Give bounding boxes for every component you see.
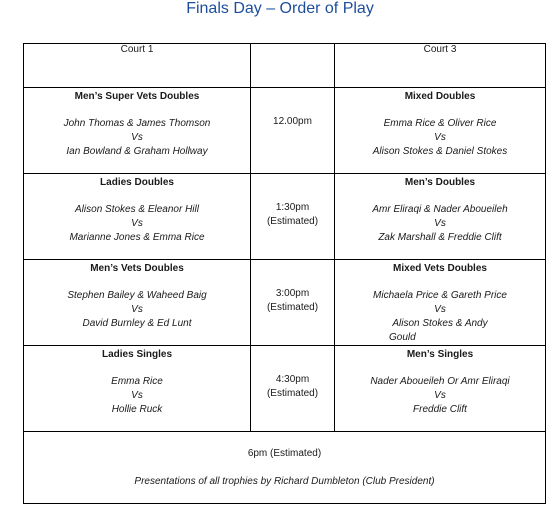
players xyxy=(24,117,250,159)
event-title: Ladies Singles xyxy=(101,349,173,360)
time-value: 3:00pm xyxy=(275,288,310,299)
time-note: (Estimated) xyxy=(266,302,319,313)
court3-match xyxy=(335,88,546,174)
event-title: Mixed Doubles xyxy=(404,91,476,102)
team1: Michaela Price & Gareth Price xyxy=(373,290,507,301)
event-title: Men’s Vets Doubles xyxy=(90,263,184,274)
match-row xyxy=(24,88,546,174)
match-row xyxy=(24,346,546,432)
team2: David Burnley & Ed Lunt xyxy=(82,318,192,329)
team1: Emma Rice xyxy=(111,376,163,387)
court3-match xyxy=(335,260,546,346)
players xyxy=(24,375,250,417)
court3-header: Court 3 xyxy=(335,44,546,88)
event-title: Men’s Super Vets Doubles xyxy=(74,91,200,102)
presentation-time: 6pm (Estimated) xyxy=(247,448,322,459)
versus: Vs xyxy=(131,218,143,229)
time-cell xyxy=(251,174,335,260)
time-note: (Estimated) xyxy=(266,388,319,399)
page-title: Finals Day – Order of Play xyxy=(186,0,374,17)
players xyxy=(335,289,545,345)
event-title: Men’s Singles xyxy=(406,349,474,360)
players xyxy=(24,203,250,245)
team1: Nader Aboueileh Or Amr Eliraqi xyxy=(370,376,510,387)
team1: Stephen Bailey & Waheed Baig xyxy=(67,290,207,301)
team1: Alison Stokes & Eleanor Hill xyxy=(75,204,199,215)
presentation-note: Presentations of all trophies by Richard Dumbleton (Club President) xyxy=(134,476,435,487)
versus: Vs xyxy=(434,132,446,143)
time-header xyxy=(251,44,335,88)
versus: Vs xyxy=(434,390,446,401)
time-cell xyxy=(251,346,335,432)
order-of-play-table xyxy=(23,43,546,504)
court3-match xyxy=(335,346,546,432)
versus: Vs xyxy=(434,218,446,229)
team2: Ian Bowland & Graham Hollway xyxy=(66,146,208,157)
players xyxy=(24,289,250,331)
presentation-cell xyxy=(24,432,546,504)
players xyxy=(335,117,545,159)
team2: Freddie Clift xyxy=(413,404,467,415)
players xyxy=(335,203,545,245)
team1: John Thomas & James Thomson xyxy=(63,118,211,129)
time-value: 1:30pm xyxy=(275,202,310,213)
team2: Alison Stokes & Andy xyxy=(392,318,488,329)
court1-match xyxy=(24,88,251,174)
court1-header: Court 1 xyxy=(24,44,251,88)
event-title: Mixed Vets Doubles xyxy=(393,263,487,274)
team1: Amr Eliraqi & Nader Aboueileh xyxy=(372,204,508,215)
players xyxy=(335,375,545,417)
team2: Hollie Ruck xyxy=(111,404,163,415)
versus: Vs xyxy=(434,304,446,315)
court1-match xyxy=(24,346,251,432)
event-title: Men’s Doubles xyxy=(404,177,476,188)
time-cell xyxy=(251,88,335,174)
court3-match xyxy=(335,174,546,260)
time-value: 4:30pm xyxy=(275,374,310,385)
time-cell xyxy=(251,260,335,346)
court1-match xyxy=(24,174,251,260)
versus: Vs xyxy=(131,132,143,143)
event-title: Ladies Doubles xyxy=(100,177,174,188)
match-row xyxy=(24,174,546,260)
header-row xyxy=(24,44,546,88)
team2: Marianne Jones & Emma Rice xyxy=(69,232,205,243)
time-note: (Estimated) xyxy=(266,216,319,227)
court1-match xyxy=(24,260,251,346)
team1: Emma Rice & Oliver Rice xyxy=(383,118,497,129)
versus: Vs xyxy=(131,390,143,401)
team2-continued: Gould xyxy=(389,332,416,343)
match-row xyxy=(24,260,546,346)
team2: Alison Stokes & Daniel Stokes xyxy=(372,146,508,157)
footer-row xyxy=(24,432,546,504)
team2: Zak Marshall & Freddie Clift xyxy=(378,232,502,243)
versus: Vs xyxy=(131,304,143,315)
time-value: 12.00pm xyxy=(273,116,312,127)
